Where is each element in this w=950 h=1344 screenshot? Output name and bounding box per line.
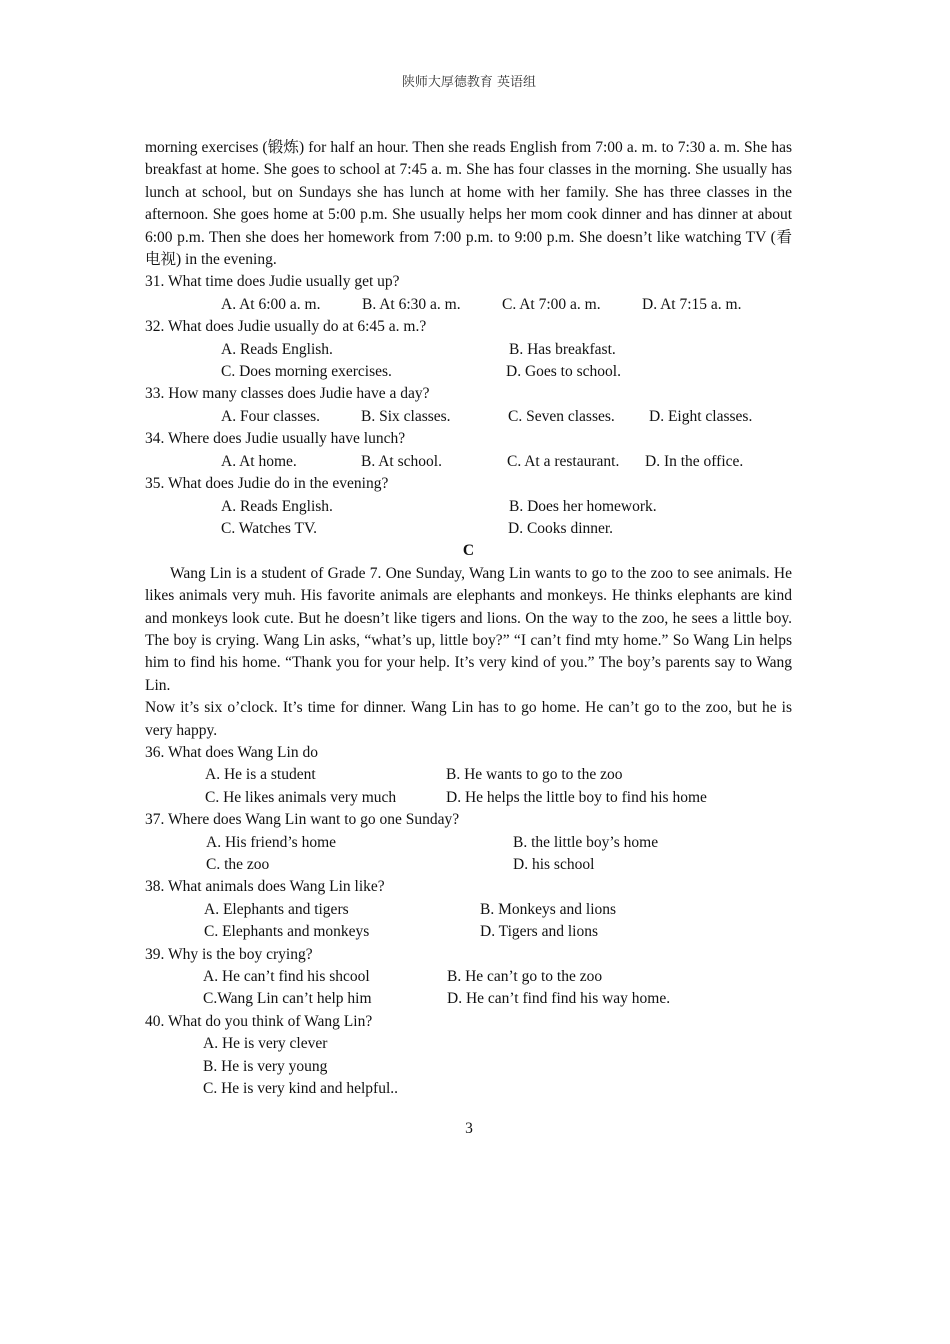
options-31 [145, 294, 792, 316]
question-33: 33. How many classes does Judie have a day? [145, 385, 430, 403]
options-32a [145, 339, 792, 361]
option-31-a: A. At 6:00 a. m. [221, 295, 321, 313]
option-33-d: D. Eight classes. [649, 407, 753, 425]
option-38-c: C. Elephants and monkeys [204, 923, 370, 941]
options-34 [145, 451, 792, 473]
option-34-b: B. At school. [361, 452, 442, 470]
section-c-title: C [462, 542, 475, 560]
option-33-b: B. Six classes. [361, 407, 451, 425]
options-39b [145, 988, 792, 1010]
question-37: 37. Where does Wang Lin want to go one Sunday? [145, 811, 460, 829]
option-32-d: D. Goes to school. [506, 363, 621, 381]
page-number: 3 [465, 1120, 473, 1137]
option-38-d: D. Tigers and lions [480, 923, 598, 941]
option-31-d: D. At 7:15 a. m. [642, 295, 742, 313]
passage-b-text: morning exercises (锻炼) for half an hour. Then she reads English from 7:00 a. m. to 7:30 a. m. She has breakfast at home. She goes to school at 7:45 a. m. She has four classes in the morning. She usually has lunch at school, but on Sundays she has lunch at home with her family. She has three classes in the afternoon. She goes home at 5:00 p.m. She usually helps her mom cook dinner and has dinner at about 6:00 p.m. Then she does her homework from 7:00 p.m. to 9:00 p.m. She doesn’t like watching TV (看电视) in the evening. [145, 139, 792, 269]
options-36b [145, 787, 792, 809]
option-39-c: C.Wang Lin can’t help him [203, 990, 372, 1008]
question-38: 38. What animals does Wang Lin like? [145, 878, 385, 896]
section-c-para-2: Now it’s six o’clock. It’s time for dinner. Wang Lin has to go home. He can’t go to the zoo, but he is very happy. [145, 699, 792, 739]
option-35-d: D. Cooks dinner. [508, 519, 614, 537]
options-40b [145, 1056, 792, 1078]
option-37-b: B. the little boy’s home [513, 833, 659, 851]
option-35-a: A. Reads English. [221, 497, 333, 515]
option-40-a: A. He is very clever [203, 1035, 328, 1053]
option-37-a: A. His friend’s home [206, 833, 337, 851]
option-31-b: B. At 6:30 a. m. [362, 295, 461, 313]
question-31: 31. What time does Judie usually get up? [145, 273, 400, 291]
question-34: 34. Where does Judie usually have lunch? [145, 430, 406, 448]
option-39-d: D. He can’t find find his way home. [447, 990, 671, 1008]
options-38b [145, 921, 792, 943]
options-35a [145, 496, 792, 518]
options-38a [145, 899, 792, 921]
option-32-c: C. Does morning exercises. [221, 363, 392, 381]
question-39: 39. Why is the boy crying? [145, 945, 313, 963]
options-40a [145, 1033, 792, 1055]
option-36-c: C. He likes animals very much [205, 788, 397, 806]
option-37-c: C. the zoo [206, 856, 270, 873]
options-39a [145, 966, 792, 988]
option-32-b: B. Has breakfast. [509, 340, 616, 358]
question-40: 40. What do you think of Wang Lin? [145, 1012, 373, 1030]
option-39-b: B. He can’t go to the zoo [447, 968, 603, 986]
option-38-a: A. Elephants and tigers [204, 900, 349, 918]
options-33 [145, 406, 792, 428]
option-33-c: C. Seven classes. [508, 407, 615, 425]
option-36-b: B. He wants to go to the zoo [446, 766, 623, 784]
page-header: 陕师大厚德教育 英语组 [401, 75, 537, 90]
question-35: 35. What does Judie do in the evening? [145, 475, 389, 493]
option-38-b: B. Monkeys and lions [480, 900, 617, 918]
option-35-b: B. Does her homework. [509, 497, 657, 515]
option-33-a: A. Four classes. [221, 407, 321, 425]
question-32: 32. What does Judie usually do at 6:45 a. m.? [145, 318, 427, 336]
question-36: 36. What does Wang Lin do [145, 743, 318, 761]
option-36-a: A. He is a student [205, 766, 316, 784]
option-35-c: C. Watches TV. [221, 519, 318, 537]
options-35b [145, 518, 792, 540]
page-content [145, 137, 792, 1100]
options-32b [145, 361, 792, 383]
section-c-para-1: Wang Lin is a student of Grade 7. One Sunday, Wang Lin wants to go to the zoo to see animals. He likes animals very muh. His favorite animals are elephants and monkeys. He thinks elephants are kind and monkeys look cute. But he doesn’t like tigers and lions. On the way to the zoo, he sees a little boy. The boy is crying. Wang Lin asks, “what’s up, little boy?” “I can’t find mty home.” So Wang Lin helps him to find his home. “Thank you for your help. It’s very kind of you.” The boy’s parents say to Wang Lin. [145, 564, 792, 694]
option-40-c: C. He is very kind and helpful.. [203, 1080, 399, 1098]
option-34-d: D. In the office. [645, 452, 744, 470]
options-37a [145, 832, 792, 854]
option-31-c: C. At 7:00 a. m. [502, 295, 601, 313]
option-34-a: A. At home. [221, 452, 297, 470]
option-32-a: A. Reads English. [221, 340, 333, 358]
option-39-a: A. He can’t find his shcool [203, 968, 370, 986]
options-40c [145, 1078, 792, 1100]
options-36a [145, 764, 792, 786]
options-37b [145, 854, 792, 876]
option-40-b: B. He is very young [203, 1057, 328, 1075]
option-37-d: D. his school [513, 856, 595, 873]
option-36-d: D. He helps the little boy to find his home [446, 788, 707, 806]
option-34-c: C. At a restaurant. [507, 452, 620, 470]
